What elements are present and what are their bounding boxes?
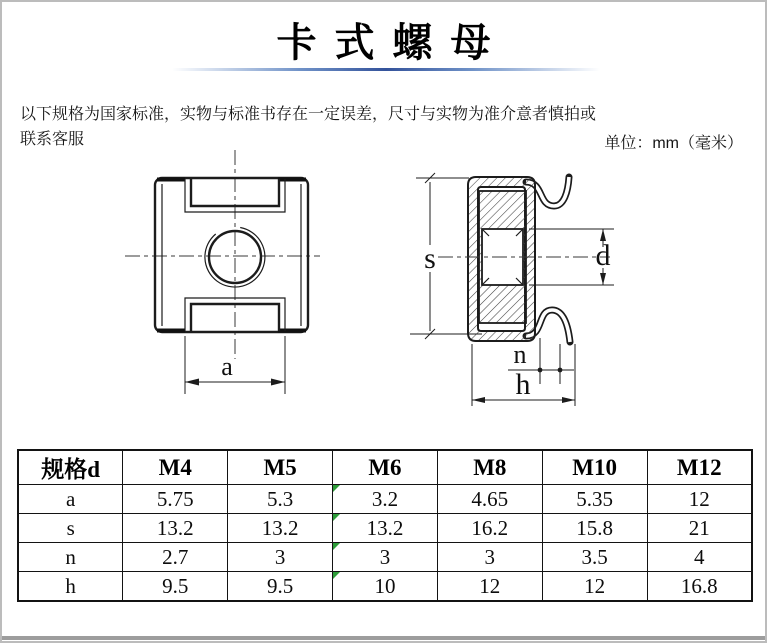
col-header-m8: M8 [437,450,542,485]
side-view-diagram [392,152,637,422]
table-row-a [18,485,752,514]
spec-cell: 3 [333,543,438,572]
unit-label: 单位：mm（毫米） [604,135,743,152]
spec-cell: 10 [333,572,438,602]
spec-cell: 3 [228,543,333,572]
col-header-m4: M4 [123,450,228,485]
col-header-m6: M6 [333,450,438,485]
spec-cell: 16.2 [437,514,542,543]
spec-cell: 12 [437,572,542,602]
disclaimer-line-2: 联系客服 [20,131,85,148]
row-param: n [18,543,123,572]
table-row-h [18,572,752,602]
title-divider-line [172,68,600,71]
spec-cell: 5.3 [228,485,333,514]
disclaimer-line-1: 以下规格为国家标准，实物与标准书存在一定误差，尺寸与实物为准介意者慎拍或 [20,106,597,123]
spec-table-header-row [18,450,752,485]
cage-section [468,177,535,341]
dim-label-a: a [221,352,233,381]
row-param: s [18,514,123,543]
spec-cell: 5.75 [123,485,228,514]
spec-cell: 12 [647,485,752,514]
spec-cell: 16.8 [647,572,752,602]
col-header-m5: M5 [228,450,333,485]
spec-cell: 3.2 [333,485,438,514]
row-param: h [18,572,123,602]
spec-table [17,449,753,602]
spec-cell: 4.65 [437,485,542,514]
row-param: a [18,485,123,514]
table-row-n [18,543,752,572]
spec-cell: 13.2 [123,514,228,543]
dim-label-s: s [424,242,436,275]
dim-label-d: d [595,239,611,272]
spec-cell: 21 [647,514,752,543]
spec-cell: 9.5 [228,572,333,602]
col-header-m12: M12 [647,450,752,485]
page-bottom-border [2,636,765,640]
front-view-diagram [112,142,342,407]
col-header-m10: M10 [542,450,647,485]
spec-cell: 13.2 [333,514,438,543]
dim-label-n: n [513,340,527,369]
cage-outline [155,178,308,332]
spec-cell: 4 [647,543,752,572]
spec-cell: 2.7 [123,543,228,572]
table-row-s [18,514,752,543]
spec-cell: 13.2 [228,514,333,543]
spec-cell: 3 [437,543,542,572]
spec-cell: 12 [542,572,647,602]
spec-cell: 15.8 [542,514,647,543]
col-header-spec: 规格d [18,450,123,485]
dim-label-h: h [515,368,531,401]
spec-cell: 5.35 [542,485,647,514]
page-title: 卡式螺母 [276,21,509,65]
spec-cell: 3.5 [542,543,647,572]
spec-cell: 9.5 [123,572,228,602]
